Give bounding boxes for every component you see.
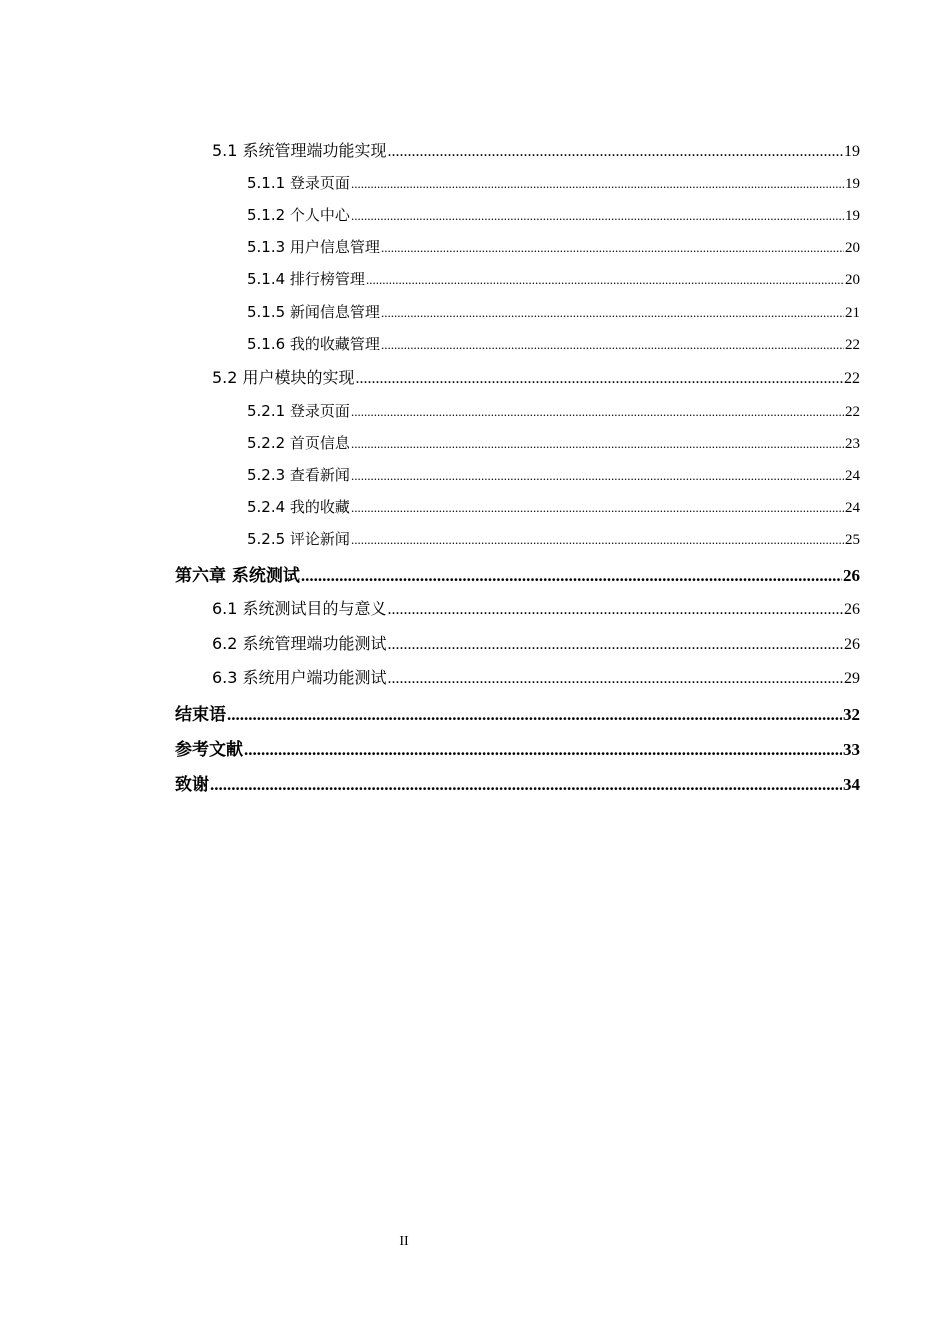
toc-entry-page: 19 xyxy=(844,143,860,160)
toc-entry-label: 6.2 系统管理端功能测试 xyxy=(212,634,387,653)
toc-entry-page: 20 xyxy=(845,240,860,256)
toc-entry-page: 26 xyxy=(844,601,860,618)
toc-entry-label: 6.3 系统用户端功能测试 xyxy=(212,668,387,687)
toc-leader-dots xyxy=(301,566,842,586)
toc-leader-dots xyxy=(351,500,844,516)
toc-entry-page: 23 xyxy=(845,436,860,452)
toc-entry-label: 第六章 系统测试 xyxy=(175,566,300,586)
toc-entry[interactable] xyxy=(247,333,860,354)
toc-leader-dots xyxy=(366,272,844,288)
toc-entry-label: 5.1.1 登录页面 xyxy=(247,174,350,192)
toc-entry[interactable] xyxy=(175,700,860,725)
toc-entry[interactable] xyxy=(212,631,860,654)
toc-leader-dots xyxy=(244,740,842,760)
toc-entry[interactable] xyxy=(247,301,860,322)
toc-entry[interactable] xyxy=(212,596,860,619)
toc-entry-label: 5.2.1 登录页面 xyxy=(247,402,350,420)
toc-leader-dots xyxy=(381,305,844,321)
toc-entry-page: 22 xyxy=(845,337,860,353)
toc-entry-page: 32 xyxy=(843,705,860,724)
toc-leader-dots xyxy=(210,775,842,795)
toc-leader-dots xyxy=(381,337,844,353)
toc-entry-label: 5.1.6 我的收藏管理 xyxy=(247,335,380,353)
toc-entry-label: 参考文献 xyxy=(175,740,243,760)
toc-entry-page: 26 xyxy=(843,566,860,585)
toc-entry-page: 20 xyxy=(845,272,860,288)
toc-entry-page: 19 xyxy=(845,176,860,192)
toc-entry[interactable] xyxy=(212,138,860,161)
toc-leader-dots xyxy=(351,468,844,484)
toc-leader-dots xyxy=(388,601,843,619)
toc-leader-dots xyxy=(351,436,844,452)
toc-entry[interactable] xyxy=(175,770,860,795)
toc-entry[interactable] xyxy=(247,172,860,193)
toc-entry-page: 22 xyxy=(844,370,860,387)
toc-leader-dots xyxy=(227,705,842,725)
toc-entry-label: 致谢 xyxy=(175,775,209,795)
toc-entry[interactable] xyxy=(247,204,860,225)
toc-entry[interactable] xyxy=(247,464,860,485)
toc-leader-dots xyxy=(351,532,844,548)
toc-leader-dots xyxy=(351,404,844,420)
toc-entry[interactable] xyxy=(247,268,860,289)
toc-leader-dots xyxy=(351,208,844,224)
toc-entry-page: 24 xyxy=(845,500,860,516)
toc-entry-label: 5.2.4 我的收藏 xyxy=(247,498,350,516)
toc-entry-label: 结束语 xyxy=(175,705,226,725)
toc-entry-label: 5.2.5 评论新闻 xyxy=(247,530,350,548)
toc-entry[interactable] xyxy=(247,400,860,421)
toc-entry-page: 29 xyxy=(844,670,860,687)
toc-entry-page: 21 xyxy=(845,305,860,321)
toc-entry[interactable] xyxy=(247,496,860,517)
toc-entry[interactable] xyxy=(175,561,860,586)
toc-entry-label: 5.1.5 新闻信息管理 xyxy=(247,303,380,321)
toc-entry[interactable] xyxy=(247,236,860,257)
toc-entry-page: 19 xyxy=(845,208,860,224)
toc-entry-label: 5.2 用户模块的实现 xyxy=(212,368,355,387)
toc-entry-page: 33 xyxy=(843,740,860,759)
toc-entry-page: 22 xyxy=(845,404,860,420)
toc-leader-dots xyxy=(388,143,843,161)
toc-leader-dots xyxy=(388,636,843,654)
toc-entry-page: 24 xyxy=(845,468,860,484)
toc-entry[interactable] xyxy=(212,665,860,688)
toc-entry-label: 5.1.2 个人中心 xyxy=(247,206,350,224)
toc-entry-page: 34 xyxy=(843,775,860,794)
toc-leader-dots xyxy=(381,240,844,256)
toc-leader-dots xyxy=(356,370,843,388)
toc-entry-label: 5.2.3 查看新闻 xyxy=(247,466,350,484)
toc-entry[interactable] xyxy=(212,365,860,388)
toc-leader-dots xyxy=(351,176,844,192)
toc-entry[interactable] xyxy=(175,735,860,760)
toc-entry-label: 5.2.2 首页信息 xyxy=(247,434,350,452)
toc-entry-label: 5.1.4 排行榜管理 xyxy=(247,270,365,288)
toc-entry-label: 5.1.3 用户信息管理 xyxy=(247,238,380,256)
toc-entry-label: 6.1 系统测试目的与意义 xyxy=(212,599,387,618)
toc-entry[interactable] xyxy=(247,528,860,549)
page-number-footer: II xyxy=(399,1234,409,1249)
toc-entry-label: 5.1 系统管理端功能实现 xyxy=(212,141,387,160)
toc-entry-page: 25 xyxy=(845,532,860,548)
toc-leader-dots xyxy=(388,670,843,688)
toc-entry-page: 26 xyxy=(844,636,860,653)
toc-entry[interactable] xyxy=(247,432,860,453)
